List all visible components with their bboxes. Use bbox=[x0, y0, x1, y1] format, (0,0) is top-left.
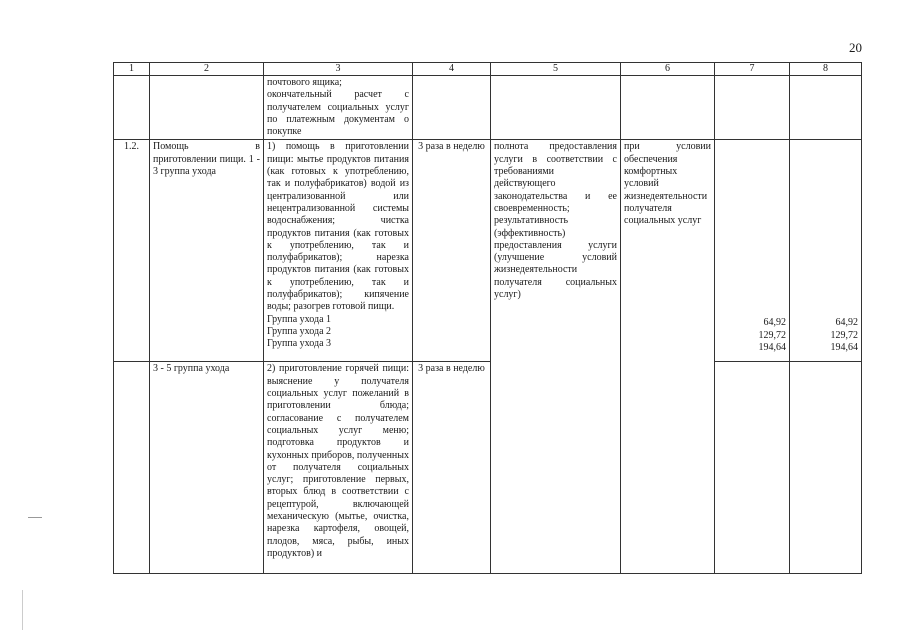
care-group: Группа ухода 2 bbox=[267, 325, 332, 337]
service-row-2 bbox=[114, 362, 862, 574]
frequency: 3 раза в неделю bbox=[413, 362, 491, 574]
column-header: 1 bbox=[114, 63, 150, 76]
column-header: 4 bbox=[413, 63, 491, 76]
table-cell bbox=[715, 362, 790, 574]
price-cell-col8 bbox=[790, 140, 862, 362]
price: 129,72 bbox=[758, 329, 786, 341]
service-description-2: 2) приготовление горячей пищи: выяснение у получателя социальных услуг пожеланий в приготовлении блюда; согласование с получателем социальных услуг меню; подготовка продуктов и кухонных приборов, полученных от получателя социальных услуг; приготовление первых, вторых блюд в соответствии с рецептурой, включающей механическую (мытье, очистка, нарезка картофеля, овощей, плодов, мяса, рыбы, иных продуктов) и bbox=[264, 362, 413, 574]
table-cell bbox=[150, 76, 264, 140]
frequency: 3 раза в неделю bbox=[413, 140, 491, 362]
column-header: 7 bbox=[715, 63, 790, 76]
service-row-1-2 bbox=[114, 140, 862, 362]
table-cell bbox=[715, 76, 790, 140]
table-cell bbox=[114, 362, 150, 574]
service-description-1 bbox=[264, 140, 413, 362]
table-cell bbox=[114, 76, 150, 140]
price: 64,92 bbox=[835, 317, 858, 329]
services-table bbox=[113, 62, 862, 574]
conditions: при условии обеспечения комфортных условий жизнедеятельности получателя социальных услуг bbox=[621, 140, 715, 574]
table-cell bbox=[790, 76, 862, 140]
column-header: 5 bbox=[491, 63, 621, 76]
column-header: 2 bbox=[150, 63, 264, 76]
service-title: Помощь в приготовлении пищи. 1 - 3 группа ухода bbox=[150, 140, 264, 362]
continuation-row bbox=[114, 76, 862, 140]
care-group: Группа ухода 3 bbox=[267, 338, 332, 350]
continuation-text: почтового ящика; окончательный расчет с получателем социальных услуг по платежным документам о покупке bbox=[264, 76, 413, 140]
scan-mark bbox=[28, 517, 42, 518]
column-header: 8 bbox=[790, 63, 862, 76]
care-group: Группа ухода 1 bbox=[267, 313, 332, 325]
care-group-list bbox=[267, 314, 409, 351]
column-header: 3 bbox=[264, 63, 413, 76]
price: 194,64 bbox=[758, 342, 786, 354]
quality-criteria: полнота предоставления услуги в соответствии с требованиями действующего законодательства и ее своевременность; результативность (эффективность) предоставления услуги (улучшение условий жизнедеятельности получателя социальных услуг) bbox=[491, 140, 621, 574]
table-cell bbox=[790, 362, 862, 574]
table-cell bbox=[621, 76, 715, 140]
price-cell-col7 bbox=[715, 140, 790, 362]
price: 64,92 bbox=[763, 317, 786, 329]
header-row bbox=[114, 63, 862, 76]
page-number: 20 bbox=[849, 40, 862, 55]
row-number: 1.2. bbox=[114, 140, 150, 362]
price: 194,64 bbox=[830, 342, 858, 354]
scan-mark bbox=[22, 590, 23, 630]
price: 129,72 bbox=[830, 329, 858, 341]
column-header: 6 bbox=[621, 63, 715, 76]
group-title: 3 - 5 группа ухода bbox=[150, 362, 264, 574]
table-cell bbox=[413, 76, 491, 140]
description-text: 1) помощь в приготовлении пищи: мытье продуктов питания (как готовых к употреблению, так и полуфабрикатов) водой из централизованной или нецентрализованной системы водоснабжения; чистка продуктов питания (как готовых к употреблению, так и полуфабрикатов); нарезка продуктов питания (как готовых к употреблению, так и полуфабрикатов); кипячение воды; разогрев готовой пищи. bbox=[267, 141, 409, 313]
table-cell bbox=[491, 76, 621, 140]
